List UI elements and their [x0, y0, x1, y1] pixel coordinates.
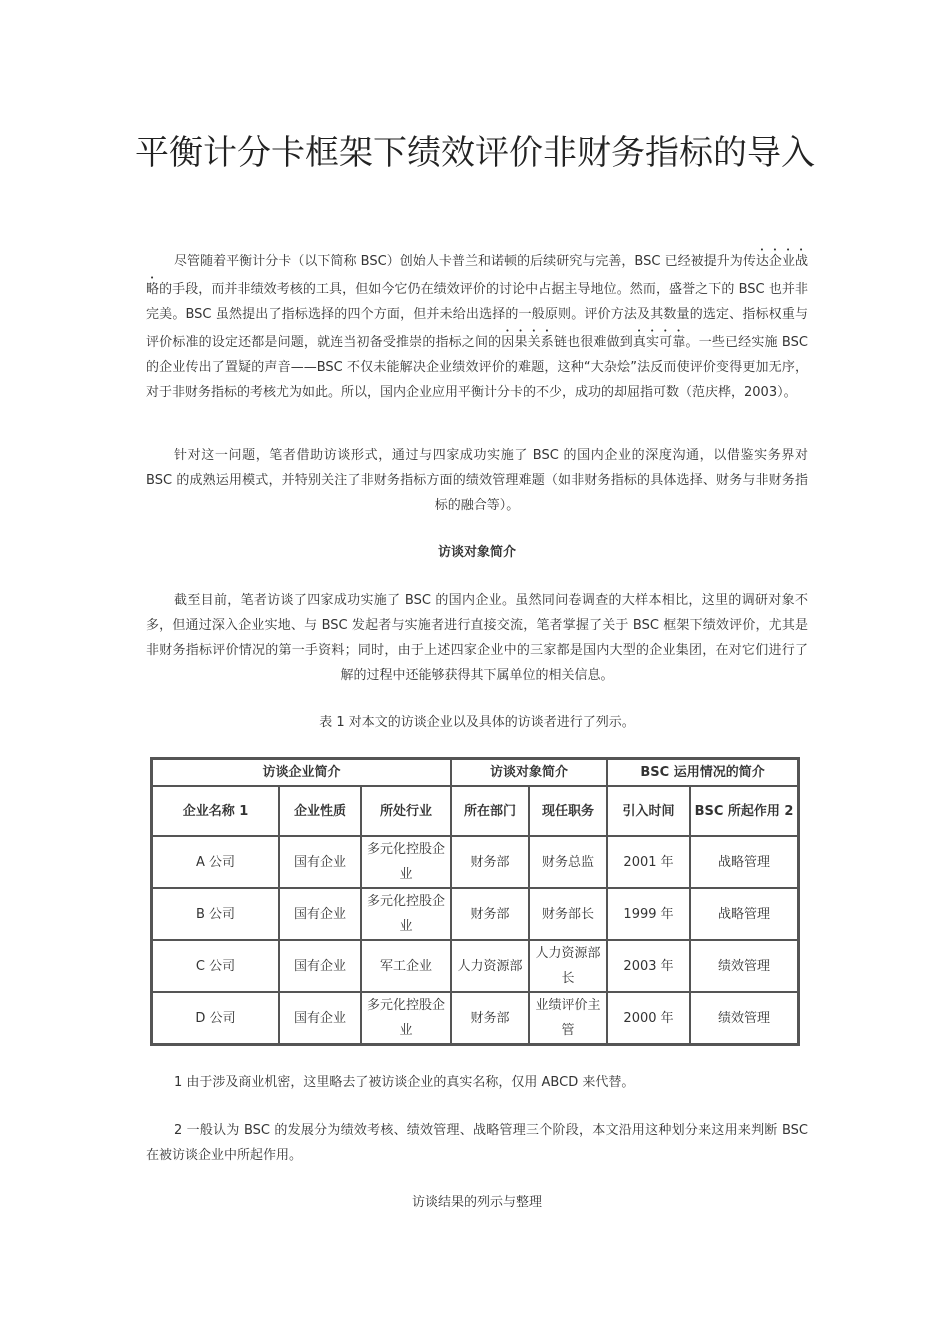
table-intro: 表 1 对本文的访谈企业以及具体的访谈者进行了列示。 [319, 715, 635, 730]
table-cell: 2003 年 [607, 940, 690, 992]
table-cell: 军工企业 [361, 940, 451, 992]
table-cell: 财务部 [451, 992, 529, 1044]
table-cell: A 公司 [152, 836, 279, 888]
emphasis-reliable: 真实可靠 [632, 335, 686, 350]
column-header: 企业名称 1 [152, 786, 279, 836]
table-cell: 绩效管理 [690, 992, 798, 1044]
table-cell: 多元化控股企业 [361, 836, 451, 888]
table-cell: 人力资源部 [451, 940, 529, 992]
document-title: 平衡计分卡框架下绩效评价非财务指标的导入 [135, 133, 815, 173]
paragraph-purpose: 针对这一问题，笔者借助访谈形式，通过与四家成功实施了 BSC 的国内企业的深度沟通，以借鉴实务界对 BSC 的成熟运用模式，并特别关注了非财务指标方面的绩效管理难题（如非财务指标的具体选择、财务与非财务指标的融合等）。 [146, 448, 808, 513]
table-column-header-row [152, 786, 798, 836]
table-cell: 多元化控股企业 [361, 888, 451, 940]
column-header: 所在部门 [451, 786, 529, 836]
intro-text-2: 的手段，而并非绩效考核的工具，但如今它仍在绩效评价的讨论中占据主导地位。然而，盛誉之下的 BSC 也并非完美。BSC 虽然提出了指标选择的四个方面，但并未给出选择的一般原则。评价方法及其数量的选定、指标权重与评价标准的设定还都是问题，就连当初备受推崇的指标之间的 [146, 282, 808, 350]
table-cell: 国有企业 [279, 992, 361, 1044]
table-cell: C 公司 [152, 940, 279, 992]
table-cell: 绩效管理 [690, 940, 798, 992]
table-row [152, 940, 798, 992]
table-cell: 财务总监 [529, 836, 607, 888]
section-heading-results: 访谈结果的列示与整理 [411, 1195, 542, 1210]
column-header: 引入时间 [607, 786, 690, 836]
paragraph-intro [146, 246, 808, 405]
emphasis-strategy: 达企业战略 [146, 254, 808, 297]
group-header-bsc: BSC 运用情况的简介 [607, 759, 798, 786]
intro-text-4: 。一些已经实施 BSC 的企业传出了置疑的声音——BSC 不仅未能解决企业绩效评价的难题，这种“大杂烩”法反而使评价变得更加无序，对于非财务指标的考核尤为如此。所以，国内企业应用平衡计分卡的不少，成功的却屈指可数（范庆桦，2003）。 [146, 335, 808, 400]
table-cell: 战略管理 [690, 836, 798, 888]
intro-text-3: 链也很难做到 [553, 335, 633, 350]
table-cell: 1999 年 [607, 888, 690, 940]
footnote-2: 2 一般认为 BSC 的发展分为绩效考核、绩效管理、战略管理三个阶段，本文沿用这种划分来这用来判断 BSC 在被访谈企业中所起作用。 [146, 1123, 808, 1163]
section-heading-interviewees: 访谈对象简介 [437, 545, 516, 560]
table-cell: 国有企业 [279, 940, 361, 992]
table-row [152, 836, 798, 888]
table-group-header-row [152, 759, 798, 786]
table-cell: 战略管理 [690, 888, 798, 940]
column-header: BSC 所起作用 2 [690, 786, 798, 836]
table-cell: 2000 年 [607, 992, 690, 1044]
table-cell: 财务部长 [529, 888, 607, 940]
table-cell: D 公司 [152, 992, 279, 1044]
intro-text-1: 尽管随着平衡计分卡（以下简称 BSC）创始人卡普兰和诺顿的后续研究与完善，BSC 已经被提升为传 [174, 254, 756, 269]
paragraph-interviewees: 截至目前，笔者访谈了四家成功实施了 BSC 的国内企业。虽然同问卷调查的大样本相比，这里的调研对象不多，但通过深入企业实地、与 BSC 发起者与实施者进行直接交流，笔者掌握了关于 BSC 框架下绩效评价，尤其是非财务指标评价情况的第一手资料；同时，由于上述四家企业中的三家都是国内大型的企业集团，在对它们进行了解的过程中还能够获得其下属单位的相关信息。 [146, 593, 808, 683]
column-header: 现任职务 [529, 786, 607, 836]
column-header: 企业性质 [279, 786, 361, 836]
table-cell: B 公司 [152, 888, 279, 940]
table-cell: 人力资源部长 [529, 940, 607, 992]
group-header-interviewee: 访谈对象简介 [451, 759, 607, 786]
table-cell: 国有企业 [279, 836, 361, 888]
footnote-1: 1 由于涉及商业机密，这里略去了被访谈企业的真实名称，仅用 ABCD 来代替。 [174, 1075, 635, 1090]
table-cell: 财务部 [451, 888, 529, 940]
table-cell: 2001 年 [607, 836, 690, 888]
interview-table [150, 757, 800, 1046]
table-row [152, 888, 798, 940]
table-cell: 财务部 [451, 836, 529, 888]
group-header-company: 访谈企业简介 [152, 759, 451, 786]
table-cell: 多元化控股企业 [361, 992, 451, 1044]
table-cell: 国有企业 [279, 888, 361, 940]
table-cell: 业绩评价主管 [529, 992, 607, 1044]
emphasis-causality: 因果关系 [501, 335, 554, 350]
column-header: 所处行业 [361, 786, 451, 836]
table-row [152, 992, 798, 1044]
